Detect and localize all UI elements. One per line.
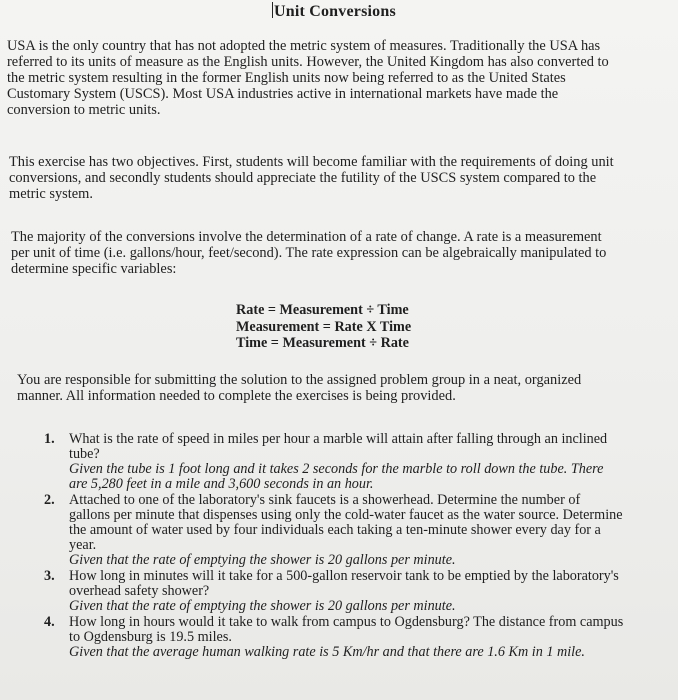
text-line: metric system. [9,186,93,202]
problem-question [69,615,664,645]
text-line: referred to its units of measure as the English units. However, the United Kingdom has also converted to [7,54,609,70]
title-text: Unit Conversions [274,3,396,20]
instructions-paragraph [17,372,657,404]
text-line: Given that the rate of emptying the shower is 20 gallons per minute. [69,598,456,614]
problem-question [69,569,664,599]
text-line: Given the tube is 1 foot long and it takes 2 seconds for the marble to roll down the tube. There [69,461,604,477]
problem-item [44,493,664,568]
problem-number: 4. [44,614,55,630]
formula-rate: Rate = Measurement ÷ Time [236,302,409,318]
problem-item [44,432,664,492]
text-line: the metric system resulting in the former English units now being referred to as the United States [7,70,566,86]
text-cursor [272,2,273,18]
formula-measurement: Measurement = Rate X Time [236,318,412,335]
text-line: manner. All information needed to complete the exercises is being provided. [17,388,456,404]
problem-given [69,553,664,568]
text-line: determine specific variables: [11,261,177,277]
text-line: Given that the average human walking rate is 5 Km/hr and that there are 1.6 Km in 1 mile. [69,644,585,660]
intro-paragraph [7,38,672,118]
text-line: conversions, and secondly students should appreciate the futility of the USCS system compared to the [9,170,597,186]
objectives-paragraph [9,154,669,202]
text-line: per unit of time (i.e. gallons/hour, feet/second). The rate expression can be algebraically manipulated to [11,245,607,261]
problem-list [44,432,664,661]
problem-question [69,432,664,462]
problem-given [69,462,664,492]
text-line: gallons per minute that dispenses using only the cold-water faucet as the water source. Determine [69,507,623,523]
text-line: The majority of the conversions involve the determination of a rate of change. A rate is a measurement [11,229,602,245]
rate-formulas [236,302,411,352]
text-line: conversion to metric units. [7,102,161,118]
text-line: year. [69,537,97,553]
problem-number: 2. [44,492,55,508]
text-line: Given that the rate of emptying the shower is 20 gallons per minute. [69,552,456,568]
text-line: the amount of water used by four individuals each taking a ten-minute shower every day for a [69,522,601,538]
text-line: Attached to one of the laboratory's sink faucets is a showerhead. Determine the number of [69,492,581,508]
text-line: How long in minutes will it take for a 500-gallon reservoir tank to be emptied by the laboratory's [69,568,619,584]
text-line: to Ogdensburg is 19.5 miles. [69,629,232,645]
problem-given [69,599,664,614]
formula-time: Time = Measurement ÷ Rate [236,335,409,351]
problem-number: 3. [44,568,55,584]
text-line: This exercise has two objectives. First, students will become familiar with the requirements of doing unit [9,154,614,170]
problem-given [69,645,664,660]
text-line: What is the rate of speed in miles per hour a marble will attain after falling through an inclined [69,431,608,447]
text-line: overhead safety shower? [69,583,210,599]
rate-paragraph [11,229,666,277]
document-title [272,2,396,21]
text-line: tube? [69,446,100,462]
text-line: Customary System (USCS). Most USA industries active in international markets have made the [7,86,559,102]
text-line: USA is the only country that has not adopted the metric system of measures. Traditionally the USA has [7,38,601,54]
problem-number: 1. [44,431,55,447]
text-line: You are responsible for submitting the solution to the assigned problem group in a neat, organized [17,372,582,388]
text-line: are 5,280 feet in a mile and 3,600 seconds in an hour. [69,476,374,492]
text-line: How long in hours would it take to walk from campus to Ogdensburg? The distance from campus [69,614,624,630]
problem-question [69,493,664,553]
problem-item [44,615,664,660]
problem-item [44,569,664,614]
